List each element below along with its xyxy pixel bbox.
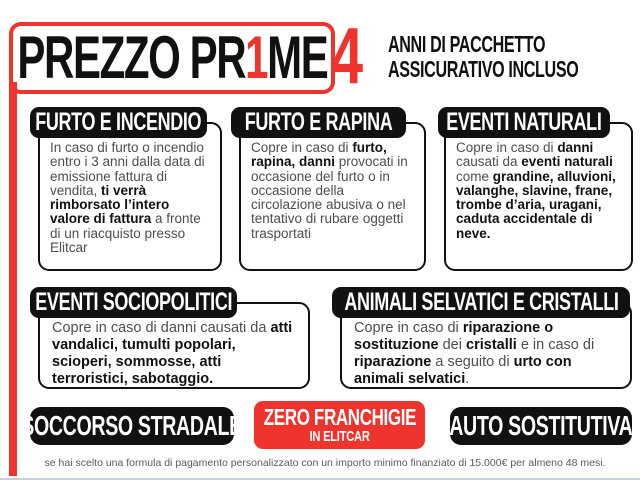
card-title-animali-selvatici-cristalli	[332, 287, 630, 318]
badge-label-line1: ZERO FRANCHIGIE	[263, 404, 416, 430]
card-body-eventi-naturali: Copre in caso di danni causati da eventi naturali come grandine, alluvioni, valanghe, slavine, frane, trombe d’aria, uragani, caduta accidentale di neve.	[444, 122, 633, 271]
card-title-label: FURTO E RAPINA	[244, 108, 393, 136]
card-title-furto-rapina	[231, 107, 406, 138]
badge-label: SOCCORSO STRADALE	[21, 410, 243, 441]
card-body-eventi-sociopolitici: Copre in caso di danni causati da atti vandalici, tumulti popolari, scioperi, sommosse, atti terroristici, sabotaggio.	[38, 302, 310, 389]
card-title-label: ANIMALI SELVATICI E CRISTALLI	[343, 288, 619, 316]
left-accent-bar	[9, 82, 17, 476]
page-title: PREZZO PR1ME	[17, 24, 327, 91]
big-number-4: 4	[331, 11, 362, 100]
header-subtitle	[388, 32, 578, 81]
badge-auto-sostitutiva	[450, 407, 632, 445]
badge-label-line2: IN ELITCAR	[309, 428, 370, 445]
header-subtitle-line1: ANNI DI PACCHETTO	[388, 31, 546, 57]
card-title-eventi-naturali	[438, 107, 610, 138]
card-body-furto-incendio: In caso di furto o incendio entro i 3 anni dalla data di emissione fattura di vendita, ti verrà rimborsato l’intero valore di fattura a fronte di un riacquisto presso Elitcar	[38, 122, 222, 271]
card-body-furto-rapina: Copre in caso di furto, rapina, danni provocati in occasione del furto o in occasione della circolazione abusiva o nel tentativo di rubare oggetti trasportati	[239, 122, 426, 271]
card-body-animali-selvatici-cristalli: Copre in caso di riparazione o sostituzione dei cristalli e in caso di riparazione a seguito di urto con animali selvatici.	[340, 302, 632, 389]
card-title-label: FURTO E INCENDIO	[35, 108, 202, 136]
badge-zero-franchigie	[254, 401, 425, 449]
card-title-furto-incendio	[30, 107, 207, 138]
card-title-label: EVENTI SOCIOPOLITICI	[35, 288, 232, 316]
card-title-label: EVENTI NATURALI	[446, 108, 602, 136]
badge-soccorso-stradale	[21, 407, 243, 445]
card-title-eventi-sociopolitici	[30, 287, 237, 318]
header-subtitle-line2: ASSICURATIVO INCLUSO	[388, 55, 579, 82]
prezzo-prime-title-box	[9, 22, 335, 94]
footnote: se hai scelto una formula di pagamento personalizzato con un importo minimo finanziato di 15.000€ per almeno 48 mesi.	[44, 457, 606, 469]
badge-label: AUTO SOSTITUTIVA	[449, 410, 633, 441]
